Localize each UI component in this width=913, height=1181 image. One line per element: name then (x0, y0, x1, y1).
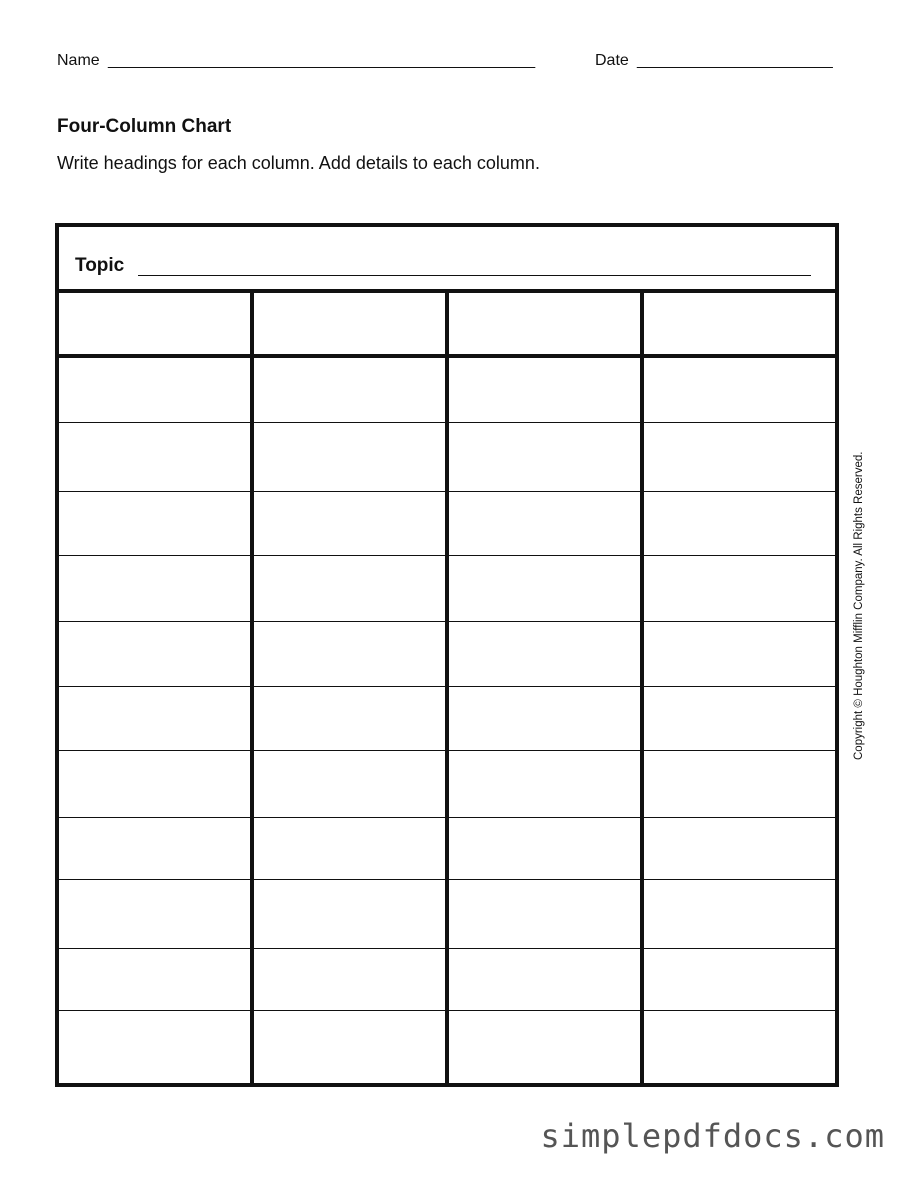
topic-field[interactable] (138, 275, 811, 276)
copyright-notice: Copyright © Houghton Mifflin Company. All Rights Reserved. (853, 451, 865, 760)
column-divider (445, 293, 449, 1083)
four-column-chart (55, 223, 839, 1087)
date-field[interactable]: ______________________ (637, 52, 833, 69)
watermark: simplepdfdocs.com (540, 1117, 885, 1155)
column-divider (250, 293, 254, 1083)
instructions: Write headings for each column. Add details to each column. (57, 153, 540, 173)
page-title: Four-Column Chart (57, 116, 232, 137)
topic-row (59, 227, 835, 293)
date-label: Date (595, 52, 629, 69)
topic-label: Topic (75, 255, 125, 276)
column-divider (640, 293, 644, 1083)
name-field[interactable]: ________________________________________________ (108, 52, 536, 69)
name-label: Name (57, 52, 100, 69)
